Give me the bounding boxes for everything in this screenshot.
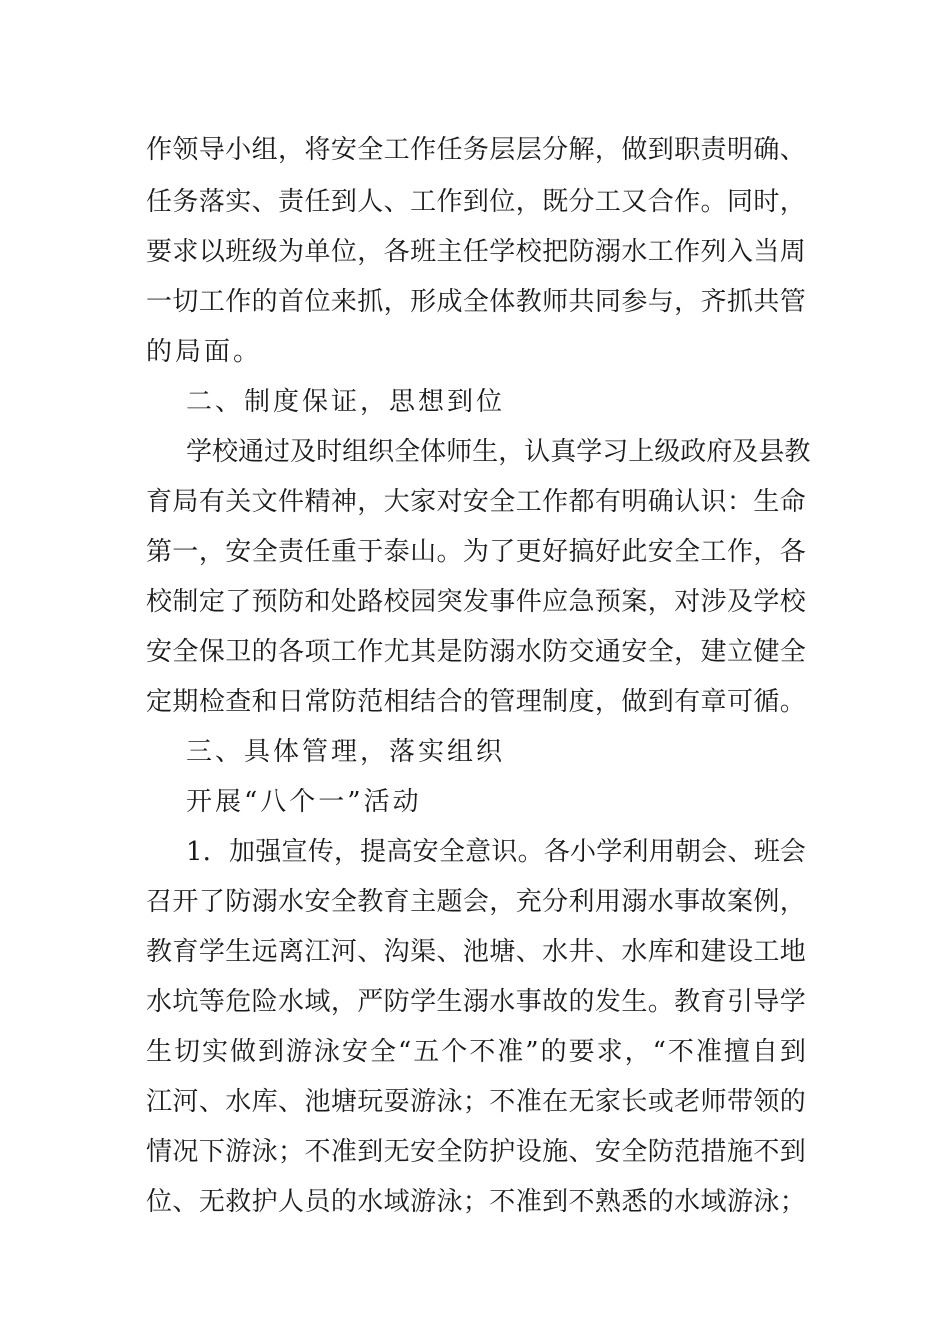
text-line: 要 求 以 班 级 为 单 位 ， 各 班 主 任 学 校 把 防 溺 水 工 作 列 入 当 周 (146, 237, 806, 267)
text-line: 的局面。 (146, 337, 263, 367)
paragraph-first-line: 1 ． 加 强 宣 传 ， 提 高 安 全 意 识 。 各 小 学 利 用 朝 会 、 班 会 (186, 837, 806, 867)
text-line: 水 坑 等 危 险 水 域 ， 严 防 学 生 溺 水 事 故 的 发 生 。 教 育 引 导 学 (146, 987, 806, 1017)
text-line: 教 育 学 生 远 离 江 河 、 沟 渠 、 池 塘 、 水 井 、 水 库 和 建 设 工 地 (146, 937, 806, 967)
text-line: 任 务 落 实 、 责 任 到 人 、 工 作 到 位 ， 既 分 工 又 合 作 。 同 时 ， (146, 187, 806, 217)
text-line: 定 期 检 查 和 日 常 防 范 相 结 合 的 管 理 制 度 ， 做 到 有 章 可 循 。 (146, 687, 806, 717)
text-line: 第 一 ， 安 全 责 任 重 于 泰 山 。 为 了 更 好 搞 好 此 安 全 工 作 ， 各 (146, 537, 806, 567)
text-line: 育 局 有 关 文 件 精 神 ， 大 家 对 安 全 工 作 都 有 明 确 认 识 ： 生 命 (146, 487, 806, 517)
section-heading: 二、制度保证，思想到位 (186, 387, 506, 417)
text-line: 作 领 导 小 组 ， 将 安 全 工 作 任 务 层 层 分 解 ， 做 到 职 责 明 确 、 (146, 135, 806, 165)
text-line: 召 开 了 防 溺 水 安 全 教 育 主 题 会 ， 充 分 利 用 溺 水 事 故 案 例 ， (146, 887, 806, 917)
text-line: 江 河 、 水 库 、 池 塘 玩 耍 游 泳 ； 不 准 在 无 家 长 或 老 师 带 领 的 (146, 1087, 806, 1117)
text-line: 位 、 无 救 护 人 员 的 水 域 游 泳 ； 不 准 到 不 熟 悉 的 水 域 游 泳 ； (146, 1187, 806, 1217)
text-line: 校 制 定 了 预 防 和 处 路 校 园 突 发 事 件 应 急 预 案 ， 对 涉 及 学 校 (146, 587, 806, 617)
text-line: 一 切 工 作 的 首 位 来 抓 ， 形 成 全 体 教 师 共 同 参 与 ， 齐 抓 共 管 (146, 287, 806, 317)
text-line: 安 全 保 卫 的 各 项 工 作 尤 其 是 防 溺 水 防 交 通 安 全 ， 建 立 健 全 (146, 637, 806, 667)
text-line: 生 切 实 做 到 游 泳 安 全 “ 五 个 不 准 ” 的 要 求 ， “ 不 准 擅 自 到 (146, 1037, 806, 1067)
section-heading: 三、具体管理，落实组织 (186, 737, 506, 767)
text-line: 情 况 下 游 泳 ； 不 准 到 无 安 全 防 护 设 施 、 安 全 防 范 措 施 不 到 (146, 1137, 806, 1167)
paragraph-first-line: 学 校 通 过 及 时 组 织 全 体 师 生 ， 认 真 学 习 上 级 政 府 及 县 教 (186, 437, 811, 467)
subheading: 开展“八个一”活动 (186, 787, 422, 817)
